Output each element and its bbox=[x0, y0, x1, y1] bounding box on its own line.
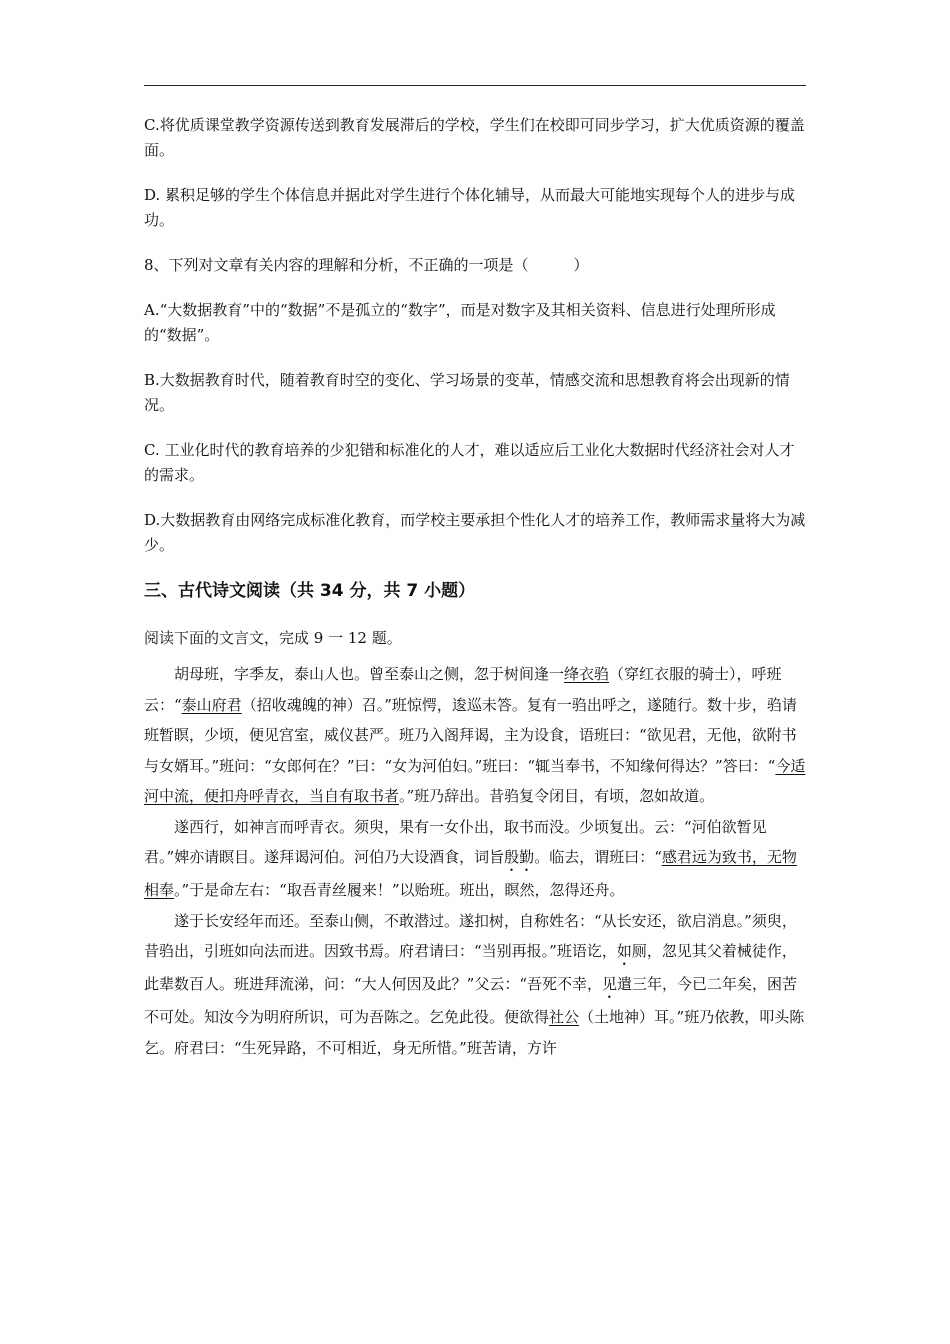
passage-text: （招收魂魄的神）召。”班惊愕，逡巡未答。复有一驺出呼之，遂随行。数十步，驺请班暂瞑，少顷，便见宫室，威仪甚严。班乃入阁拜谒，主为设食，语班曰：“欲见君，无他，欲附书与女婿耳。”班问：“女郎何在？”曰：“女为河伯妇。”班曰：“辄当奉书，不知缘何得达？”答曰：“ bbox=[144, 695, 797, 775]
underlined-phrase: 泰山府君 bbox=[181, 695, 242, 714]
underlined-phrase: 今适河中流，便扣舟呼青衣，当自有取书者 bbox=[144, 756, 806, 805]
passage-text: 遂于长安经年而还。至泰山侧，不敢潜过。遂扣树，自称姓名：“从长安还，欲启消息。”须臾，昔驺出，引班如向法而进。因致书焉。府君请曰：“当别再报。”班语讫， bbox=[144, 911, 797, 960]
underlined-phrase: 感君远为致书，无物相奉 bbox=[144, 848, 797, 899]
emphasized-word: 殷勤 bbox=[504, 848, 535, 866]
passage-text: 。”班乃辞出。昔驺复令闭目，有顷，忽如故道。 bbox=[399, 787, 715, 805]
emphasized-word: 如 bbox=[616, 942, 632, 960]
passage-paragraph-2 bbox=[144, 812, 806, 906]
q8-option-c: C. 工业化时代的教育培养的少犯错和标准化的人才，难以适应后工业化大数据时代经济社会对人才的需求。 bbox=[144, 441, 795, 484]
emphasized-word: 见 bbox=[602, 975, 618, 993]
passage-text: 。”于是命左右：“取吾青丝履来！”以贻班。班出，瞑然，忽得还舟。 bbox=[174, 881, 625, 899]
q8-option-a: A.“大数据教育”中的“数据”不是孤立的“数字”，而是对数字及其相关资料、信息进行处理所形成的“数据”。 bbox=[144, 301, 776, 344]
passage-text: 。临去，谓班曰：“ bbox=[534, 848, 662, 866]
header-rule bbox=[144, 85, 806, 86]
q8-option-b: B.大数据教育时代，随着教育时空的变化、学习场景的变革，情感交流和思想教育将会出现新的情况。 bbox=[144, 371, 790, 414]
passage-text: （穿红衣服的骑士），呼班云：“ bbox=[144, 665, 782, 714]
passage-text: 胡母班，字季友，泰山人也。曾至泰山之侧，忽于树间逢一 bbox=[174, 665, 565, 683]
passage-text: 厕，忽见其父着械徒作，此辈数百人。班进拜流涕，问：“大人何因及此？”父云：“吾死不幸， bbox=[144, 942, 797, 993]
passage-paragraph-3 bbox=[144, 906, 806, 1064]
underlined-phrase: 社公 bbox=[549, 1008, 580, 1026]
underlined-phrase: 绛衣驺 bbox=[564, 665, 610, 683]
option-top-c: C.将优质课堂教学资源传送到教育发展滞后的学校，学生们在校即可同步学习，扩大优质资源的覆盖面。 bbox=[144, 116, 805, 159]
passage-paragraph-1 bbox=[144, 659, 806, 812]
passage-text: 遣三年，今已二年矣，困苦不可处。知汝今为明府所识，可为吾陈之。乞免此役。便欲得 bbox=[144, 975, 798, 1026]
q8-option-d: D.大数据教育由网络完成标准化教育，而学校主要承担个性化人才的培养工作，教师需求量将大为减少。 bbox=[144, 511, 806, 554]
passage-text: 遂西行，如神言而呼青衣。须臾，果有一女仆出，取书而没。少顷复出。云：“河伯欲暂见君。”婢亦请瞑目。遂拜谒河伯。河伯乃大设酒食，词旨 bbox=[144, 817, 767, 866]
section-3-title: 三、古代诗文阅读（共 34 分，共 7 小题） bbox=[144, 581, 476, 601]
option-top-d: D. 累积足够的学生个体信息并据此对学生进行个体化辅导，从而最大可能地实现每个人的进步与成功。 bbox=[144, 186, 796, 229]
question-8-stem: 8、下列对文章有关内容的理解和分析，不正确的一项是（ ） bbox=[144, 256, 589, 274]
passage-text: （土地神）耳。”班乃依教，叩头陈乞。府君曰：“生死异路，不可相近，身无所惜。”班苦请，方许 bbox=[144, 1008, 805, 1057]
document-body bbox=[144, 113, 806, 1063]
section-3-intro: 阅读下面的文言文，完成 9 一 12 题。 bbox=[144, 629, 402, 647]
